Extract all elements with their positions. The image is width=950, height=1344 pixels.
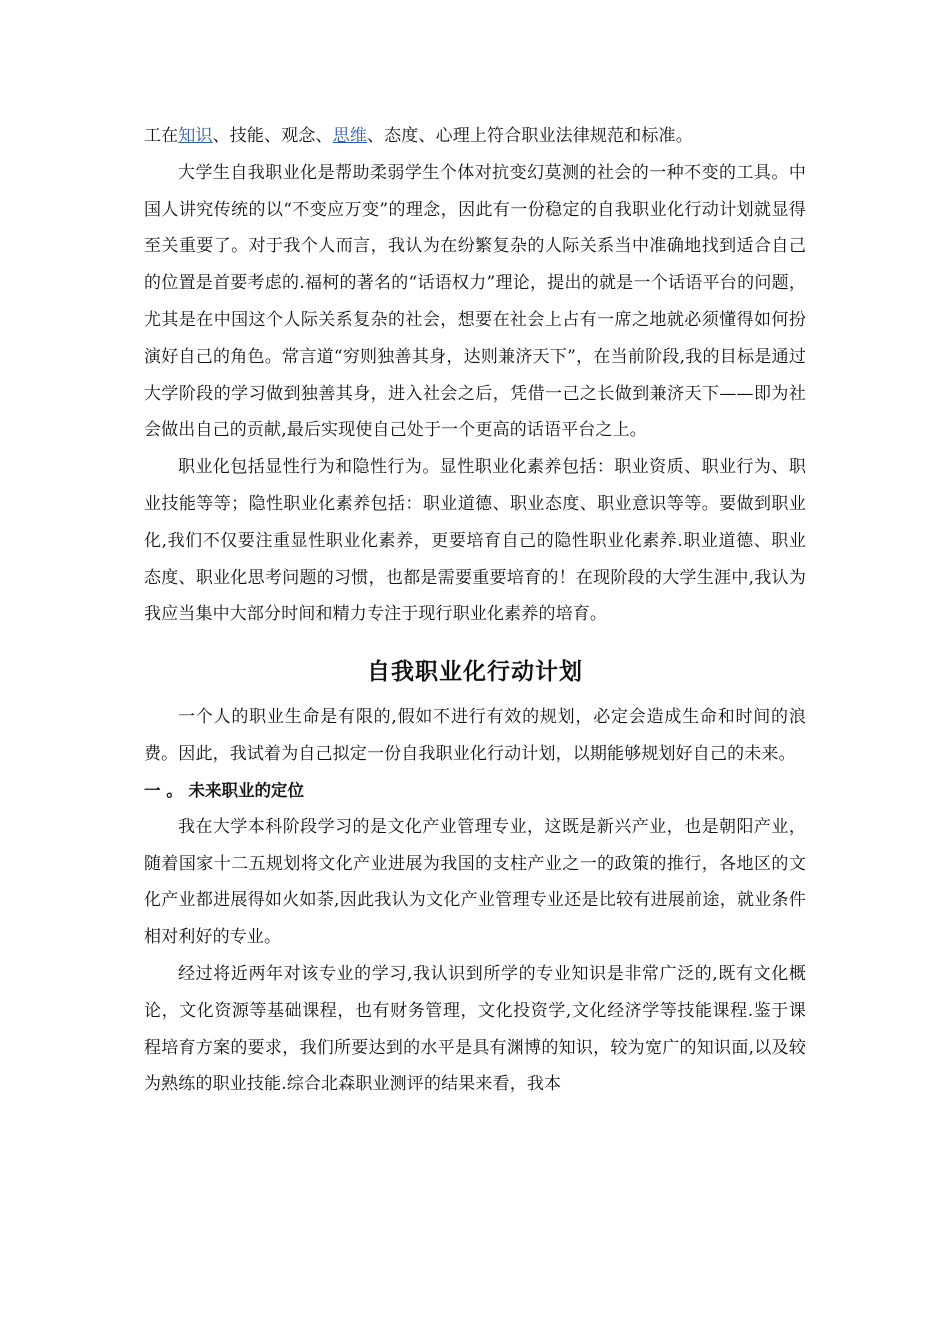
intro-mid: 、技能、观念、: [212, 126, 333, 146]
link-knowledge[interactable]: 知识: [178, 126, 213, 146]
intro-suffix: 、态度、心理上符合职业法律规范和标准。: [367, 126, 693, 146]
paragraph-explicit-implicit: 职业化包括显性行为和隐性行为。显性职业化素养包括：职业资质、职业行为、职业技能等等；隐性职业化素养包括：职业道德、职业态度、职业意识等等。要做到职业化,我们不仅要注重显性职业化素养，更要培育自己的隐性职业化素养.职业道德、职业态度、职业化思考问题的习惯，也都是需要重要培育的！在现阶段的大学生涯中,我认为我应当集中大部分时间和精力专注于现行职业化素养的培育。: [144, 457, 806, 625]
document-body: [144, 118, 806, 1103]
link-thinking[interactable]: 思维: [332, 126, 367, 146]
intro-line: [144, 118, 806, 155]
paragraph-self-professionalization: 大学生自我职业化是帮助柔弱学生个体对抗变幻莫测的社会的一种不变的工具。中国人讲究传统的以“不变应万变”的理念，因此有一份稳定的自我职业化行动计划就显得至关重要了。对于我个人而言，我认为在纷繁复杂的人际关系当中准确地找到适合自己的位置是首要考虑的.福柯的著名的“话语权力”理论，提出的就是一个话语平台的问题，尤其是在中国这个人际关系复杂的社会，想要在社会上占有一席之地就必须懂得如何扮演好自己的角色。常言道“穷则独善其身，达则兼济天下”，在当前阶段,我的目标是通过大学阶段的学习做到独善其身，进入社会之后，凭借一己之长做到兼济天下——即为社会做出自己的贡献,最后实现使自己处于一个更高的话语平台之上。: [144, 162, 806, 441]
paragraph-study: 经过将近两年对该专业的学习,我认识到所学的专业知识是非常广泛的,既有文化概论，文化资源等基础课程，也有财务管理，文化投资学,文化经济学等技能课程.鉴于课程培育方案的要求，我们所要达到的水平是具有渊博的知识，较为宽广的知识面,以及较为熟练的职业技能.综合北森职业测评的结果来看，我本: [144, 963, 806, 1095]
section-title: 自我职业化行动计划: [367, 659, 583, 686]
subsection-title: 一 。 未来职业的定位: [144, 780, 304, 800]
paragraph-section-intro: 一个人的职业生命是有限的,假如不进行有效的规划，必定会造成生命和时间的浪费。因此，我试着为自己拟定一份自我职业化行动计划，以期能够规划好自己的未来。: [144, 707, 806, 764]
intro-prefix: 工在: [144, 126, 179, 146]
paragraph-major: 我在大学本科阶段学习的是文化产业管理专业，这既是新兴产业，也是朝阳产业，随着国家十二五规划将文化产业进展为我国的支柱产业之一的政策的推行，各地区的文化产业都进展得如火如荼,因此我认为文化产业管理专业还是比较有进展前途，就业条件相对利好的专业。: [144, 816, 806, 948]
